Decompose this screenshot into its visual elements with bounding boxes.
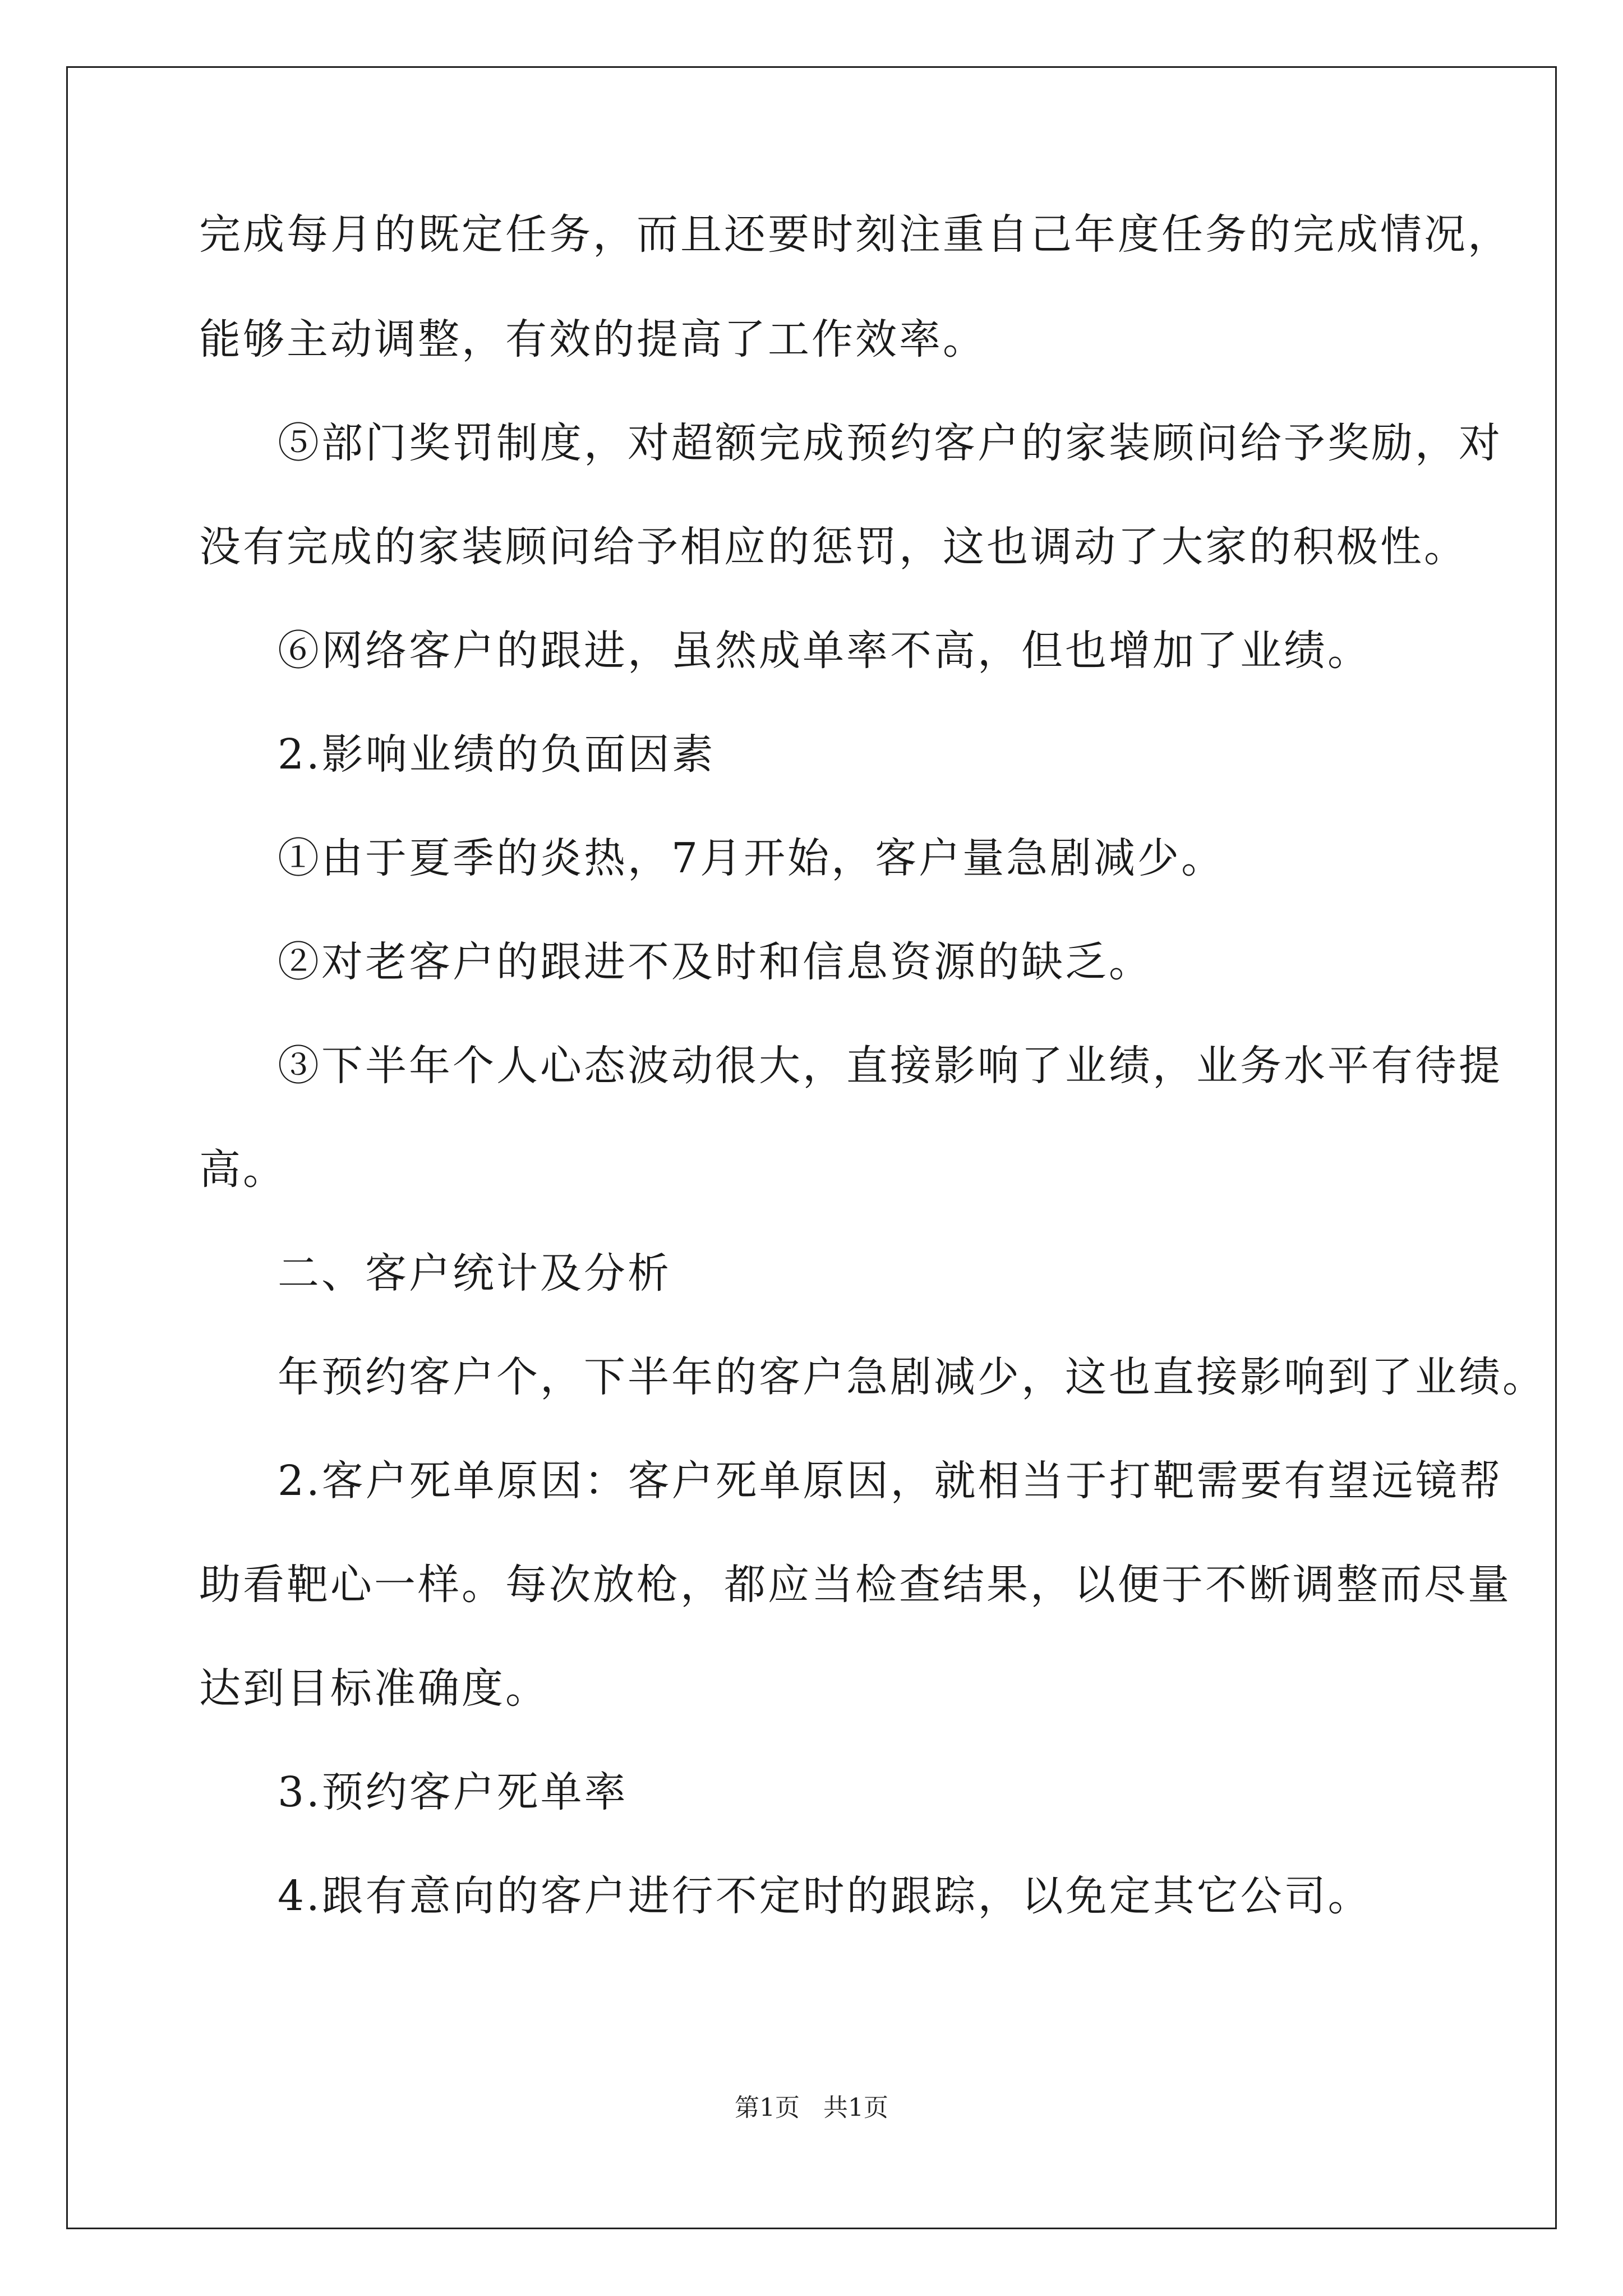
page-number-footer: 第1页 共1页 [735,2093,888,2122]
paragraph-line: 4.跟有意向的客户进行不定时的跟踪，以免定其它公司。 [278,1872,1372,1920]
paragraph-line: 2.客户死单原因：客户死单原因，就相当于打靶需要有望远镜帮 [278,1457,1503,1505]
paragraph-line: ⑥网络客户的跟进，虽然成单率不高，但也增加了业绩。 [278,627,1371,675]
paragraph-line: 年预约客户个，下半年的客户急剧减少，这也直接影响到了业绩。 [278,1353,1546,1401]
paragraph-line: ②对老客户的跟进不及时和信息资源的缺乏。 [278,938,1152,986]
section-heading: 3.预约客户死单率 [278,1768,628,1816]
paragraph-line: ①由于夏季的炎热，7月开始，客户量急剧减少。 [278,834,1225,882]
section-heading: 2.影响业绩的负面因素 [278,730,716,779]
paragraph-line: 高。 [199,1145,287,1194]
paragraph-line: ⑤部门奖罚制度，对超额完成预约客户的家装顾问给予奖励，对 [278,419,1502,467]
paragraph-line: 没有完成的家装顾问给予相应的惩罚，这也调动了大家的积极性。 [199,523,1468,571]
paragraph-line: 能够主动调整，有效的提高了工作效率。 [199,315,986,364]
paragraph-line: 完成每月的既定任务，而且还要时刻注重自己年度任务的完成情况， [199,210,1511,259]
paragraph-line: 助看靶心一样。每次放枪，都应当检查结果，以便于不断调整而尽量 [199,1561,1511,1609]
paragraph-line: 达到目标准确度。 [199,1664,549,1713]
section-heading: 二、客户统计及分析 [278,1249,671,1297]
paragraph-line: ③下半年个人心态波动很大，直接影响了业绩，业务水平有待提 [278,1042,1502,1090]
